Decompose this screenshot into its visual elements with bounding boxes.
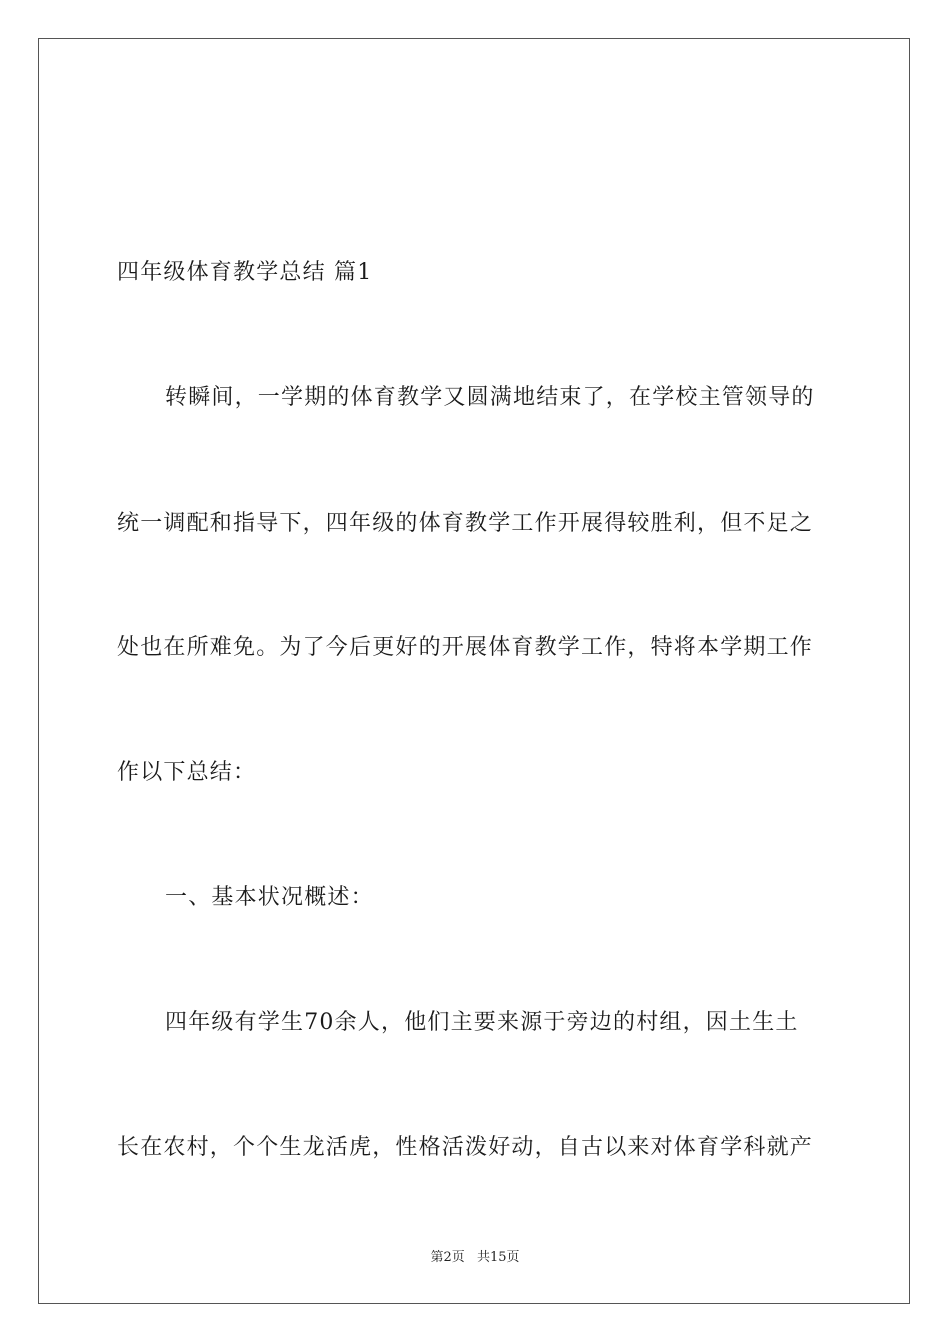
section-heading: 一、基本状况概述： (165, 885, 374, 910)
paragraph-line-1: 转瞬间，一学期的体育教学又圆满地结束了，在学校主管领导的 (165, 385, 815, 410)
paragraph-line-4: 作以下总结： (117, 760, 257, 785)
paragraph-line-6: 长在农村，个个生龙活虎，性格活泼好动，自古以来对体育学科就产 (117, 1135, 814, 1160)
paragraph-line-3: 处也在所难免。为了今后更好的开展体育教学工作，特将本学期工作 (117, 635, 814, 660)
page-footer (0, 1246, 950, 1265)
document-title: 四年级体育教学总结 篇1 (117, 260, 373, 285)
paragraph-line-5: 四年级有学生70余人，他们主要来源于旁边的村组，因土生土 (165, 1010, 799, 1035)
paragraph-line-2: 统一调配和指导下，四年级的体育教学工作开展得较胜利，但不足之 (117, 511, 814, 536)
page-border (38, 38, 910, 1304)
page-number: 第2页 (430, 1250, 465, 1265)
total-pages: 共15页 (476, 1250, 520, 1265)
